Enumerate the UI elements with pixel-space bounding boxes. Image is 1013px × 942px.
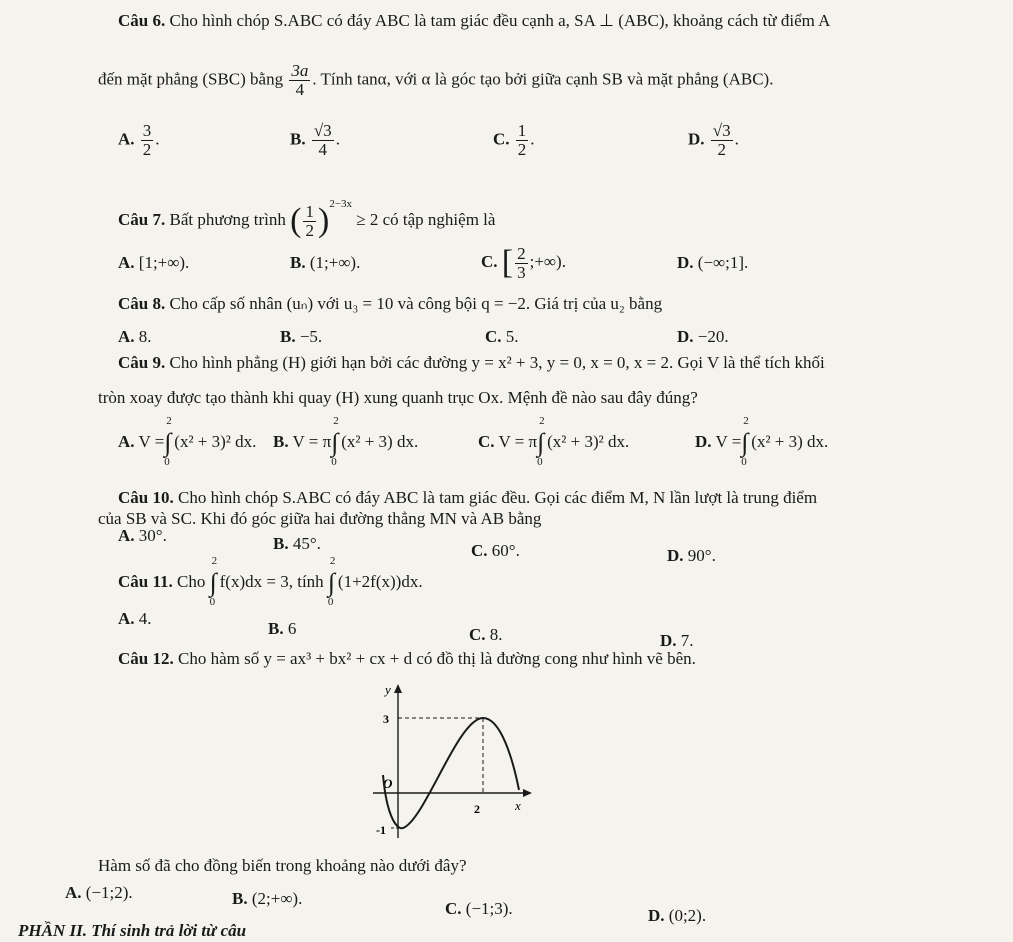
q10-option-c[interactable]: C. 60°. <box>471 541 520 560</box>
y-axis-arrow <box>394 684 402 693</box>
q7-option-b[interactable]: B. (1;+∞). <box>290 253 361 272</box>
section-footer: PHẦN II. Thí sinh trả lời từ câu <box>18 921 247 940</box>
q6-fraction: $\frac{3a}{4}$ <box>291 61 309 99</box>
q10-line2: của SB và SC. Khi đó góc giữa hai đường thẳng MN và AB bằng <box>98 509 542 528</box>
q6-option-d[interactable]: D. $\frac{√3}{2}$ . <box>688 121 739 159</box>
q7-option-d[interactable]: D. (−∞;1]. <box>677 253 749 272</box>
q6-label: Câu 6. <box>118 11 166 30</box>
q9-option-a[interactable]: A. V =∫ 2 0 (x² + 3)² dx. <box>118 415 257 469</box>
q10-option-b[interactable]: B. 45°. <box>273 534 321 553</box>
q9-option-c[interactable]: C. V = π∫ 2 0 (x² + 3)² dx. <box>478 415 630 469</box>
x-axis-label: x <box>515 798 521 813</box>
q8-option-c[interactable]: C. 5. <box>485 327 519 346</box>
q6-option-a[interactable]: A. $\frac{3}{2}$ . <box>118 121 160 159</box>
q12-option-b[interactable]: B. (2;+∞). <box>232 889 303 908</box>
q8-line: Câu 8. Cho cấp số nhân (uₙ) với u₃ = 10 và công bội q = −2. Giá trị của u₂ bằng <box>118 294 663 313</box>
y-tick-minus1: -1 <box>376 823 386 837</box>
q10-option-d[interactable]: D. 90°. <box>667 546 716 565</box>
q6-text-b: . Tính tanα, với α là góc tạo bởi giữa cạnh SB và mặt phẳng (ABC). <box>312 69 774 89</box>
q11-option-b[interactable]: B. 6 <box>268 619 297 638</box>
q12-option-c[interactable]: C. (−1;3). <box>445 899 513 918</box>
q10-line1: Câu 10. Cho hình chóp S.ABC có đáy ABC là tam giác đều. Gọi các điểm M, N lần lượt là trung điểm <box>118 488 818 507</box>
q9-option-d[interactable]: D. V =∫ 2 0 (x² + 3) dx. <box>695 415 829 469</box>
cubic-graph <box>363 680 533 840</box>
q6-option-b[interactable]: B. $\frac{√3}{4}$ . <box>290 121 340 159</box>
q9-line2: tròn xoay được tạo thành khi quay (H) xung quanh trục Ox. Mệnh đề nào sau đây đúng? <box>98 388 698 407</box>
q7-line: Câu 7. Bất phương trình ( $\frac{1}{2}$ )$^{2-3x}$ ≥ 2 có tập nghiệm là <box>118 198 496 240</box>
q7-option-c[interactable]: C. [ $\frac{2}{3}$ ;+∞). <box>481 243 566 282</box>
cubic-curve <box>383 718 519 828</box>
q6-line2 <box>98 62 773 99</box>
x-axis-arrow <box>523 789 532 797</box>
y-axis-label: y <box>385 682 391 697</box>
q11-line: Câu 11. Cho ∫ 2 0 f(x)dx = 3, tính ∫ 2 0 (1+2f(x))dx. <box>118 555 423 609</box>
x-tick-2: 2 <box>474 802 480 816</box>
q6-option-c[interactable]: C. $\frac{1}{2}$ . <box>493 121 535 159</box>
q8-option-b[interactable]: B. −5. <box>280 327 323 346</box>
q12-option-d[interactable]: D. (0;2). <box>648 906 707 925</box>
q11-option-c[interactable]: C. 8. <box>469 625 503 644</box>
q12-question: Hàm số đã cho đồng biến trong khoảng nào dưới đây? <box>98 856 467 875</box>
origin-label: O <box>383 776 393 791</box>
q9-option-b[interactable]: B. V = π∫ 2 0 (x² + 3) dx. <box>273 415 419 469</box>
q10-option-a[interactable]: A. 30°. <box>118 526 167 545</box>
q6-text: Cho hình chóp S.ABC có đáy ABC là tam giác đều cạnh a, SA ⊥ (ABC), khoảng cách từ điểm A <box>169 11 831 30</box>
q11-option-d[interactable]: D. 7. <box>660 631 694 650</box>
y-tick-3: 3 <box>383 712 389 726</box>
q11-option-a[interactable]: A. 4. <box>118 609 152 628</box>
q7-option-a[interactable]: A. [1;+∞). <box>118 253 190 272</box>
q9-line1: Câu 9. Cho hình phẳng (H) giới hạn bởi các đường y = x² + 3, y = 0, x = 0, x = 2. Gọi V là thể tích khối <box>118 353 825 372</box>
q12-option-a[interactable]: A. (−1;2). <box>65 883 133 902</box>
q12-line: Câu 12. Cho hàm số y = ax³ + bx² + cx + d có đồ thị là đường cong như hình vẽ bên. <box>118 649 696 668</box>
q6-text-a: đến mặt phẳng (SBC) bằng <box>98 69 284 89</box>
q6-line1 <box>118 10 830 32</box>
q8-option-a[interactable]: A. 8. <box>118 327 152 346</box>
q8-option-d[interactable]: D. −20. <box>677 327 729 346</box>
